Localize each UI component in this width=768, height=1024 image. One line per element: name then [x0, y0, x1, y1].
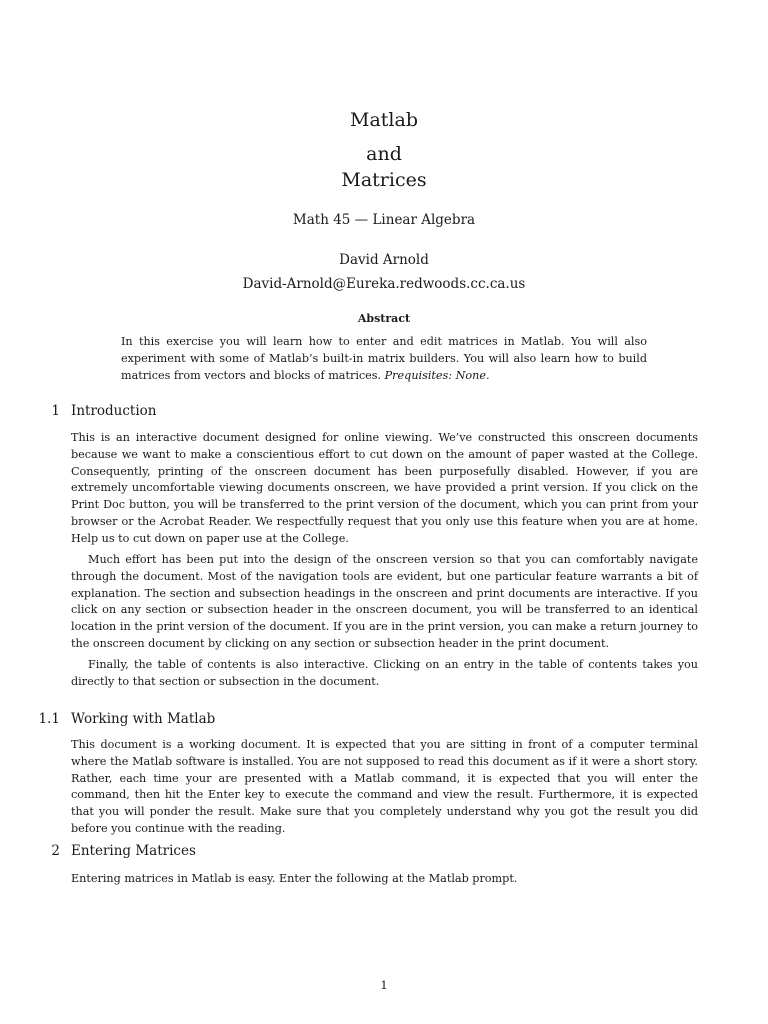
section-title: Working with Matlab: [71, 711, 216, 727]
section-number: 2: [51, 843, 60, 859]
section-heading-entering-matrices[interactable]: [51, 842, 196, 860]
author-name: David Arnold: [339, 252, 429, 268]
title-line-3: Matrices: [341, 169, 427, 191]
section-heading-working-with-matlab[interactable]: [38, 710, 216, 728]
paragraph: Finally, the table of contents is also interactive. Clicking on an entry in the table of contents takes you directly to that section or subsection in the document.: [71, 658, 698, 688]
abstract-heading: Abstract: [357, 312, 411, 325]
paragraph: Entering matrices in Matlab is easy. Enter the following at the Matlab prompt.: [71, 872, 518, 885]
section-number: 1.1: [38, 711, 60, 727]
abstract-body: In this exercise you will learn how to enter and edit matrices in Matlab. You will also experiment with some of Matlab’s built-in matrix builders. You will also learn how to build matrices from vectors and blocks of matrices.: [121, 335, 647, 382]
paragraph: This document is a working document. It is expected that you are sitting in front of a computer terminal where the Matlab software is installed. You are not supposed to read this document as if it were a short story. Rather, each time your are presented with a Matlab command, it is expected that you will enter the command, then hit the Enter key to execute the command and view the result. Furthermore, it is expected that you will ponder the result. Make sure that you completely understand why you got the result you did before you continue with the reading.: [71, 738, 698, 835]
section-title: Entering Matrices: [71, 843, 196, 859]
page-number: 1: [380, 978, 388, 992]
section-heading-introduction[interactable]: [51, 402, 157, 420]
author-email: David-Arnold@Eureka.redwoods.cc.ca.us: [242, 276, 526, 292]
title-line-2: and: [366, 143, 402, 165]
abstract-text: [121, 333, 647, 384]
section-title: Introduction: [71, 403, 157, 419]
section-number: 1: [51, 403, 60, 419]
title-line-1: Matlab: [350, 109, 418, 131]
abstract-prerequisites: Prequisites: None.: [384, 369, 490, 382]
paragraph: Much effort has been put into the design of the onscreen version so that you can comfortably navigate through the document. Most of the navigation tools are evident, but one particular feature warrants a bit of explanation. The section and subsection headings in the onscreen and print documents are interactive. If you click on any section or subsection header in the onscreen document, you will be transferred to an identical location in the print version of the document. If you are in the print version, you can make a return journey to the onscreen document by clicking on any section or subsection header in the print document.: [71, 553, 698, 650]
course-name: Math 45 — Linear Algebra: [292, 212, 476, 228]
paragraph: This is an interactive document designed for online viewing. We’ve constructed this onscreen documents because we want to make a conscientious effort to cut down on the amount of paper wasted at the College. Consequently, printing of the onscreen document has been purposefully disabled. However, if you are extremely uncomfortable viewing documents onscreen, we have provided a print version. If you click on the Print Doc button, you will be transferred to the print version of the document, which you can print from your browser or the Acrobat Reader. We respectfully request that you only use this feature when you are at home. Help us to cut down on paper use at the College.: [71, 431, 698, 545]
